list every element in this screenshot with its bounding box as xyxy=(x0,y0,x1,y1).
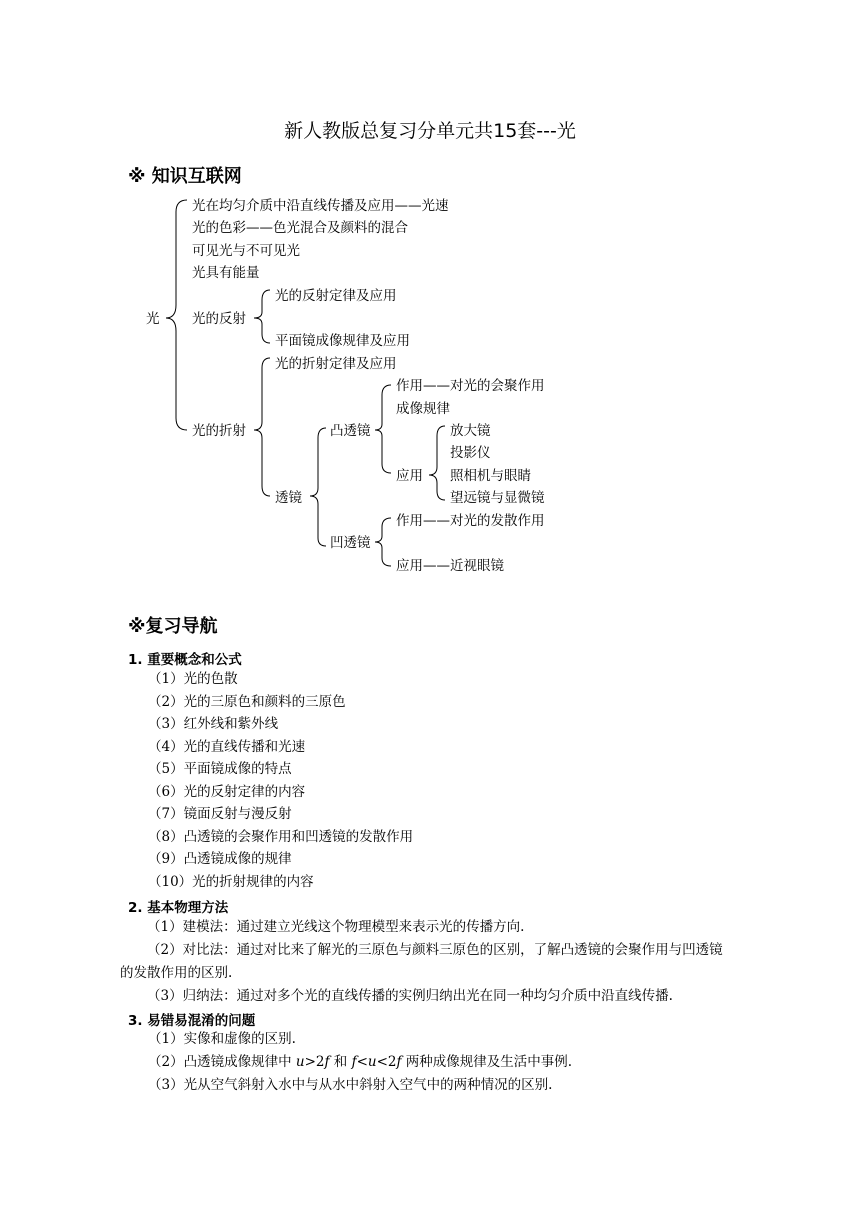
convex-lens-label: 凸透镜 xyxy=(330,423,371,439)
concept-item: （8）凸透镜的会聚作用和凹透镜的发散作用 xyxy=(148,829,414,845)
method-item: （3）归纳法：通过对多个光的直线传播的实例归纳出光在同一种均匀介质中沿直线传播. xyxy=(147,988,673,1004)
concept-item: （7）镜面反射与漫反射 xyxy=(148,806,292,822)
application-item: 放大镜 xyxy=(450,423,491,439)
part1-heading: 1. 重要概念和公式 xyxy=(128,652,242,668)
root-label: 光 xyxy=(146,311,160,327)
page-title: 新人教版总复习分单元共15套---光 xyxy=(284,120,576,142)
reflection-item: 平面镜成像规律及应用 xyxy=(275,333,410,349)
brace-root xyxy=(166,200,187,430)
convex-application-label: 应用 xyxy=(396,468,423,484)
brace-refraction xyxy=(254,358,270,496)
section-knowledge-network-heading: ※ 知识互联网 xyxy=(128,166,242,187)
concave-lens-label: 凹透镜 xyxy=(330,535,371,551)
top-item: 光在均匀介质中沿直线传播及应用——光速 xyxy=(192,198,449,214)
brace-convex xyxy=(375,385,391,473)
confusion-item: （3）光从空气斜射入水中与从水中斜射入空气中的两种情况的区别. xyxy=(148,1077,553,1093)
brace-application xyxy=(429,426,445,500)
concept-item: （10）光的折射规律的内容 xyxy=(148,874,314,890)
top-item: 光的色彩——色光混合及颜料的混合 xyxy=(192,220,408,236)
concept-item: （3）红外线和紫外线 xyxy=(148,716,279,732)
concept-item: （5）平面镜成像的特点 xyxy=(148,761,292,777)
convex-effect: 作用——对光的会聚作用 xyxy=(396,378,545,394)
application-item: 望远镜与显微镜 xyxy=(450,490,545,506)
concept-item: （4）光的直线传播和光速 xyxy=(148,739,306,755)
convex-rule: 成像规律 xyxy=(396,401,450,417)
application-item: 投影仪 xyxy=(450,445,491,461)
top-item: 光具有能量 xyxy=(192,265,260,281)
lens-label: 透镜 xyxy=(275,490,302,506)
concave-application: 应用——近视眼镜 xyxy=(396,558,504,574)
top-item: 可见光与不可见光 xyxy=(192,243,300,259)
brace-lens xyxy=(310,428,326,546)
confusion-item-formula: （2）凸透镜成像规律中 u>2f 和 f<u<2f 两种成像规律及生活中事例. xyxy=(148,1054,573,1070)
concave-effect: 作用——对光的发散作用 xyxy=(396,513,545,529)
brace-reflection xyxy=(254,290,270,343)
part3-heading: 3. 易错易混淆的问题 xyxy=(128,1013,256,1029)
application-item: 照相机与眼睛 xyxy=(450,468,531,484)
concept-item: （9）凸透镜成像的规律 xyxy=(148,851,292,867)
refraction-label: 光的折射 xyxy=(192,423,246,439)
refraction-law: 光的折射定律及应用 xyxy=(275,356,397,372)
confusion-item: （1）实像和虚像的区别. xyxy=(148,1031,296,1047)
concept-item: （2）光的三原色和颜料的三原色 xyxy=(148,694,346,710)
reflection-item: 光的反射定律及应用 xyxy=(275,288,397,304)
method-item: （2）对比法：通过对比来了解光的三原色与颜料三原色的区别，了解凸透镜的会聚作用与凹透镜的发散作用的区别. xyxy=(120,942,723,981)
concept-item: （1）光的色散 xyxy=(148,671,238,687)
brace-concave xyxy=(375,518,391,566)
method-item: （1）建模法：通过建立光线这个物理模型来表示光的传播方向. xyxy=(147,919,525,935)
reflection-label: 光的反射 xyxy=(192,311,246,327)
part2-heading: 2. 基本物理方法 xyxy=(128,900,229,916)
concept-item: （6）光的反射定律的内容 xyxy=(148,784,306,800)
section-review-heading: ※复习导航 xyxy=(128,616,218,637)
